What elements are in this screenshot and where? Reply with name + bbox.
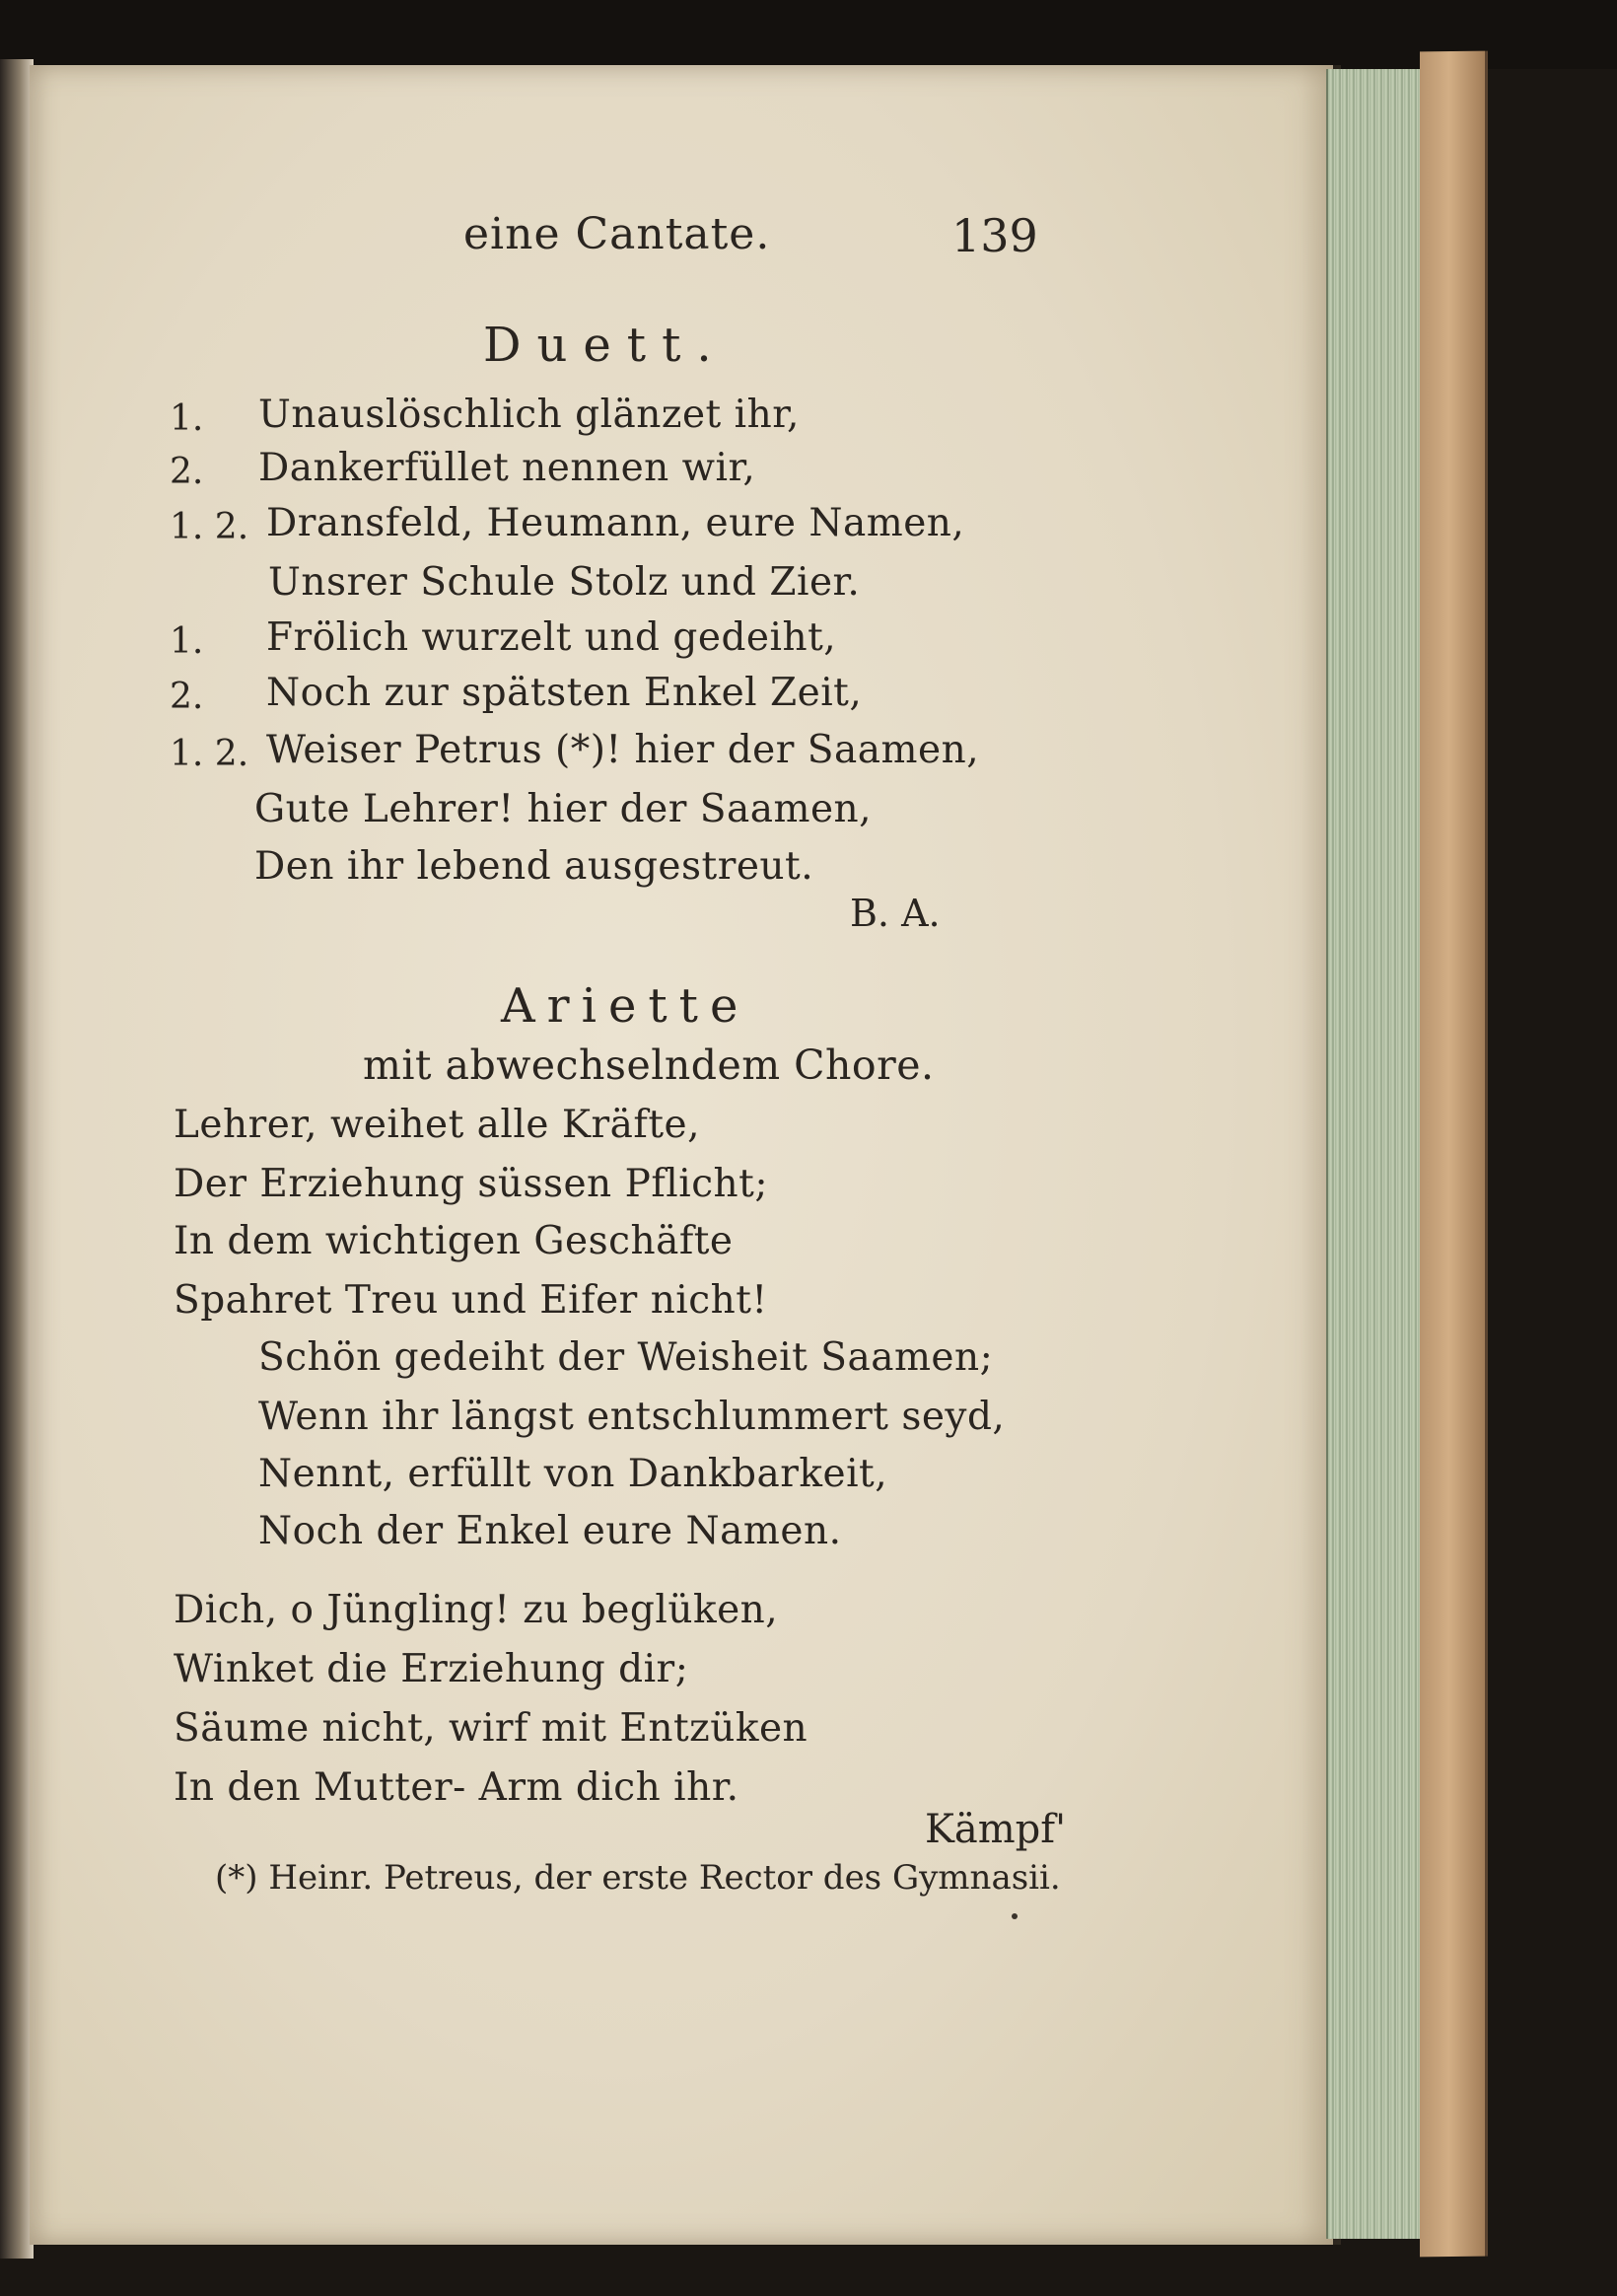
verse-line: Dankerfüllet nennen wir, [258, 446, 756, 490]
facing-page-edge [0, 59, 34, 2259]
verse-line: Gute Lehrer! hier der Saamen, [254, 787, 873, 831]
verse-line: Dich, o Jüngling! zu beglüken, [174, 1588, 779, 1632]
chorus-line: Nennt, erfüllt von Dankbarkeit, [258, 1452, 888, 1496]
voice-number: 1. 2. [170, 507, 249, 547]
verse-line: Noch zur spätsten Enkel Zeit, [266, 671, 863, 715]
footnote: (*) Heinr. Petreus, der erste Rector des Gymnasii. [215, 1858, 1061, 1898]
chorus-line: Schön gedeiht der Weisheit Saamen; [258, 1335, 994, 1380]
verse-line: Säume nicht, wirf mit Entzüken [174, 1706, 808, 1751]
voice-number: 1. [170, 621, 204, 662]
running-title: eine Cantate. [463, 209, 771, 259]
verse-line: Winket die Erziehung dir; [174, 1647, 689, 1691]
chorus-line: Wenn ihr längst entschlummert seyd, [258, 1395, 1006, 1439]
voice-number: 1. [170, 398, 204, 439]
page-number: 139 [951, 209, 1038, 262]
book-cover-board [1420, 51, 1488, 2258]
section-title-ariette: Ariette [501, 978, 750, 1034]
verse-line: In den Mutter- Arm dich ihr. [174, 1765, 739, 1810]
verse-line: Dransfeld, Heumann, eure Namen, [266, 501, 965, 545]
verse-line: Unauslöschlich glänzet ihr, [258, 393, 800, 437]
verse-line: Frölich wurzelt und gedeiht, [266, 615, 837, 660]
verse-line: Weiser Petrus (*)! hier der Saamen, [266, 728, 980, 772]
page-block-edges [1326, 69, 1427, 2239]
verse-line: Lehrer, weihet alle Kräfte, [174, 1103, 700, 1147]
verse-line: Unsrer Schule Stolz und Zier. [268, 560, 861, 605]
verse-line: Der Erziehung süssen Pflicht; [174, 1162, 768, 1206]
voice-number: 2. [170, 677, 204, 717]
verse-line: In dem wichtigen Geschäfte [174, 1219, 734, 1263]
catchword: Kämpf' [925, 1807, 1067, 1852]
verse-line: Spahret Treu und Eifer nicht! [174, 1278, 768, 1323]
chorus-line: Noch der Enkel eure Namen. [258, 1509, 842, 1553]
section-subtitle: mit abwechselndem Chore. [363, 1041, 935, 1089]
author-initials: B. A. [850, 892, 941, 935]
verse-line: Den ihr lebend ausgestreut. [254, 844, 814, 889]
voice-number: 2. [170, 452, 204, 492]
section-title-duett: Duett. [483, 318, 728, 373]
voice-number: 1. 2. [170, 734, 249, 774]
background [0, 0, 1617, 69]
ink-speck [1012, 1913, 1018, 1919]
